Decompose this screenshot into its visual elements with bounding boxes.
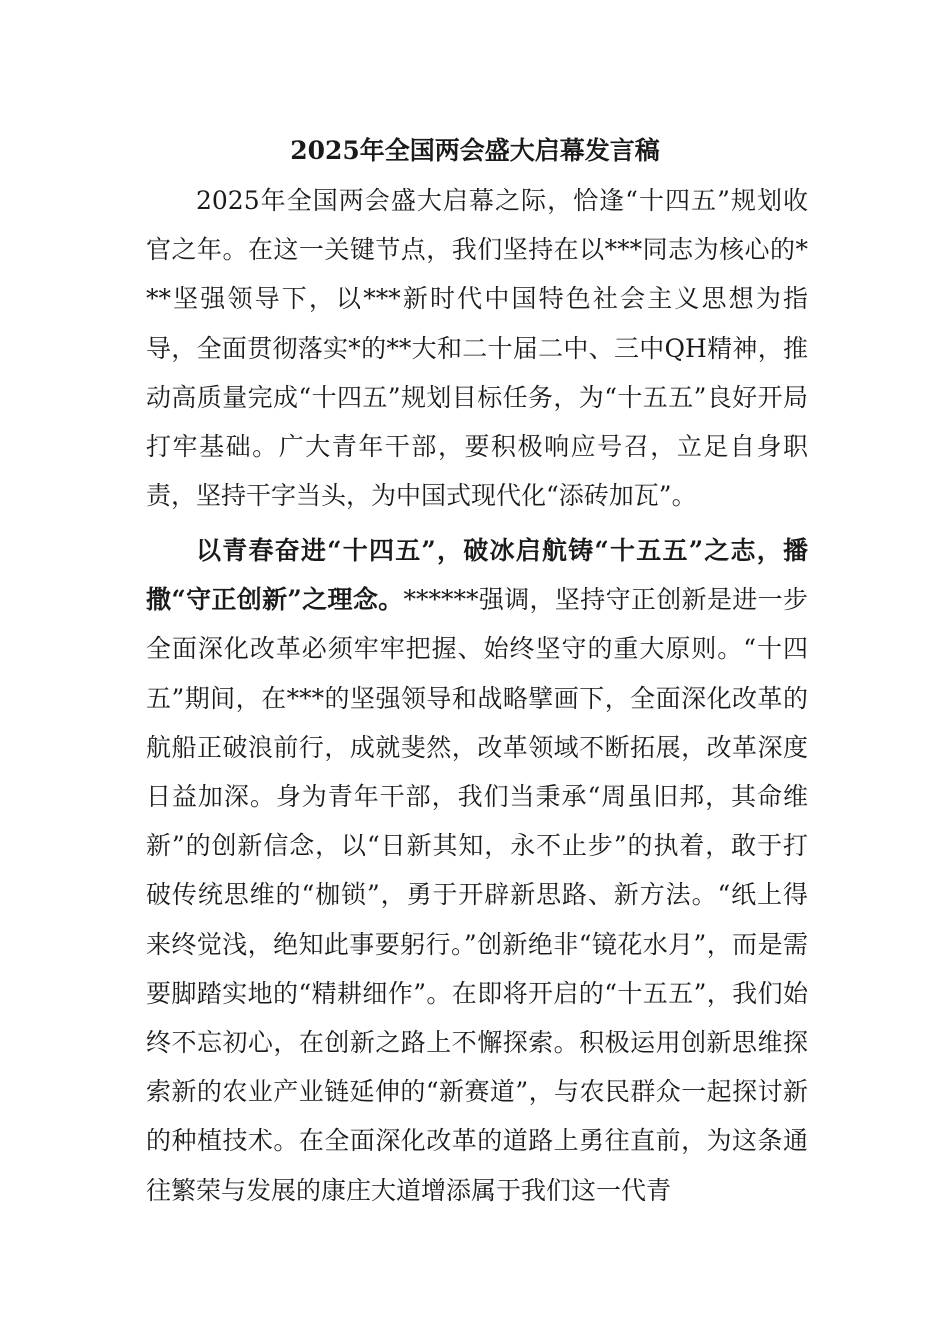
paragraph-intro: 2025年全国两会盛大启幕之际，恰逢“十四五”规划收官之年。在这一关键节点，我们坚持在以***同志为核心的***坚强领导下，以***新时代中国特色社会主义思想为指导，全面贯彻落实*的**大和二十届二中、三中QH精神，推动高质量完成“十四五”规划目标任务，为“十五五”良好开局打牢基础。广大青年干部，要积极响应号召，立足自身职责，坚持干字当头，为中国式现代化“添砖加瓦”。 — [146, 186, 808, 511]
paragraph-section-one — [146, 526, 808, 1215]
document-title: 2025年全国两会盛大启幕发言稿 — [290, 136, 660, 165]
section-heading: 以青春奋进“十四五”，破冰启航铸“十五五”之志，播撒“守正创新”之理念。 — [146, 536, 808, 615]
section-body: ******强调，坚持守正创新是进一步全面深化改革必须牢牢把握、始终坚守的重大原则。“十四五”期间，在***的坚强领导和战略擘画下，全面深化改革的航船正破浪前行，成就斐然，改革领域不断拓展，改革深度日益加深。身为青年干部，我们当秉承“周虽旧邦，其命维新”的创新信念，以“日新其知，永不止步”的执着，敢于打破传统思维的“枷锁”，勇于开辟新思路、新方法。“纸上得来终觉浅，绝知此事要躬行。”创新绝非“镜花水月”，而是需要脚踏实地的“精耕细作”。在即将开启的“十五五”，我们始终不忘初心，在创新之路上不懈探索。积极运用创新思维探索新的农业产业链延伸的“新赛道”，与农民群众一起探讨新的种植技术。在全面深化改革的道路上勇往直前，为这条通往繁荣与发展的康庄大道增添属于我们这一代青 — [146, 585, 808, 1205]
